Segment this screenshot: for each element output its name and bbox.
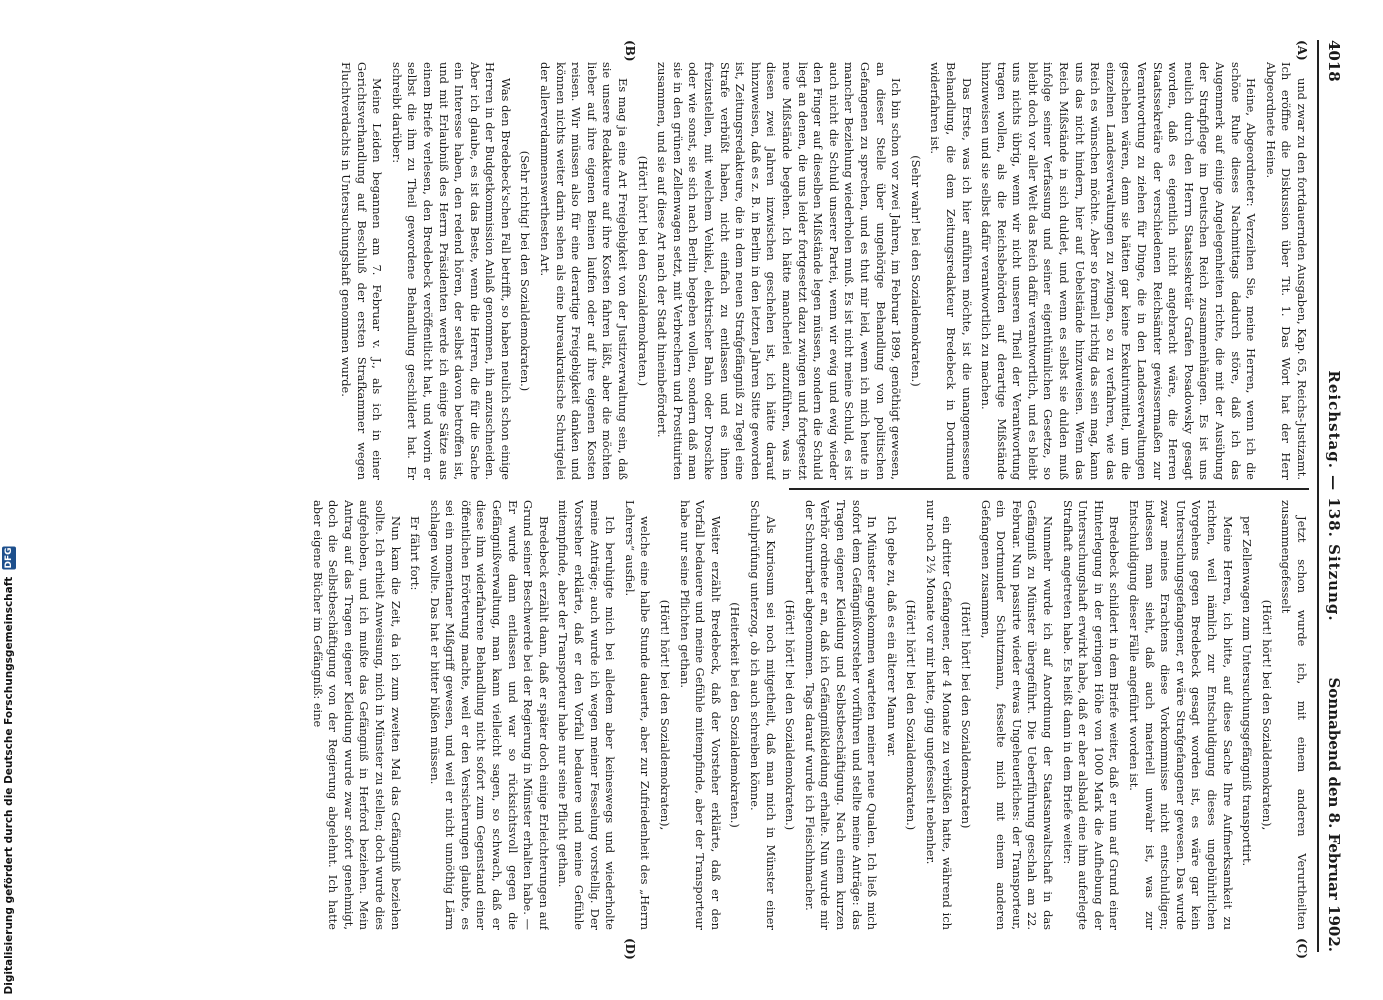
interjection: (Hört! hört! bei den Sozialdemokraten) — [959, 601, 974, 829]
interjection: (Hört! hört! bei den Sozialdemokraten.) — [783, 599, 798, 831]
right-column — [9, 500, 1309, 930]
paragraph: Er fährt fort: — [408, 516, 423, 591]
column-divider — [789, 488, 1309, 490]
quoted-paragraph: Jetzt schon wurde ich, mit einem anderen Verurtheilten zusammengefesselt — [1279, 500, 1309, 930]
margin-marker-a: (A) — [1295, 40, 1309, 61]
quoted-paragraph: Ich beruhigte mich bei alledem aber keineswegs und wiederholte meine Anträge; auch wurde ich wegen meiner Fesselung vorstellig. Der Vorsteher erklärte, daß er den Vorfall bedauere und meine Gefühle mitempfinde, aber der Transporteur habe nur seine Pflicht gethan. — [556, 500, 618, 930]
quoted-paragraph: per Zellenwagen zum Untersuchungsgefängniß transportirt. — [1240, 516, 1255, 867]
dfg-logo-icon: DFG — [4, 546, 14, 568]
paragraph: Weiter erzählt Bredebeck, daß der Vorsteher erklärte, daß er den Vorfall bedauere und meine Gefühle mitempfinde, aber der Transporteur habe nur seine Pflichten gethan. — [677, 500, 723, 930]
page-date: Sonnabend den 8. Februar 1902. — [1325, 677, 1343, 952]
paragraph: Heine, Abgeordneter: Verzeihen Sie, meine Herren, wenn ich die schöne Ruhe dieses Nachmittags dadurch störe, daß ich das Augenmerk auf einige Angelegenheiten richte, die mit der Ausübung der Strafpflege im Deutschen Reich zusammenhängen. Es ist uns neulich durch den Herrn Staatssekretär Grafen Posadowsky gesagt worden, daß es eigentlich nicht angebracht wäre, die Herren Staatssekretäre der verschiedenen Reichsämter gewissermaßen zur Verantwortung zu ziehen für Dinge, die in den Landesverwaltungen geschehen wären, denn sie hätten gar keine Exekutivmittel, um die einzelnen Landesverwaltungen zu zwingen, so zu verfahren, wie das Reich es wünschen möchte. Aber so formell richtig das sein mag, kann uns das nicht hindern, hier auf Uebelstände hinzuweisen. Wenn das Reich Mißstände in sich duldet, und wenn es selbst sie dulden muß infolge seiner Verfassung und seiner eigenthümlichen Gesetze, so bleibt doch vor aller Welt das Reich dafür verantwortlich, und es bleibt uns nichts übrig, wenn wir nicht unseren Theil der Verantwortung tragen wollen, als die Reichsbehörden auf derartige Mißstände hinzuweisen und sie selbst dafür verantwortlich zu machen. — [979, 62, 1259, 480]
interjection: (Heiterkeit bei den Sozialdemokraten.) — [728, 602, 743, 828]
paragraph: Ich gebe zu, daß es ein älterer Mann war. — [884, 516, 899, 758]
interjection: (Sehr wahr! bei den Sozialdemokraten.) — [908, 155, 923, 387]
page-header — [1317, 40, 1345, 952]
interjection: (Hört! hört! bei den Sozialdemokraten), — [1259, 599, 1274, 831]
page-number: 4018 — [1325, 40, 1343, 82]
interjection: (Sehr richtig! bei den Sozialdemokraten.) — [518, 150, 533, 392]
page-title: Reichstag. — 138. Sitzung. — [1325, 370, 1343, 622]
paragraph: Ich bin schon vor zwei Jahren, im Februar 1899, genöthigt gewesen, an dieser Stelle über ungehörige Behandlung von politischen Gefangenen zu sprechen, und es thut mir leid, wenn ich mich heute in mancher Beziehung wiederholen muß. Es ist nicht meine Schuld, es ist auch nicht die Schuld unserer Partei, wenn wir ewig und ewig wieder den Finger auf dieselben Mißstände legen müssen, sondern die Schuld liegt an denen, die uns leider fortgesetzt dazu zwingen und fortgesetzt neue Mißstände begehen. Ich hätte mancherlei anzuführen, was in diesen zwei Jahren inzwischen geschehen ist, ich hätte darauf hinzuweisen, daß es z. B. in Berlin in den letzten Jahren Sitte geworden ist, Zeitungsredakteure, die in dem neuen Strafgefängniß zu Tegel eine Strafe verbüßt haben, nicht einfach zu entlassen und es ihnen freizustellen, mit welchem Vehikel, elektrischer Bahn oder Droschke oder wie sonst, sie sich nach Berlin begeben wollen, sondern daß man sie in den grünen Zellenwagen setzt, mit Verbrechern und Prostituirten zusammen, und sie auf diese Art nach der Stadt hineinbefördert. — [655, 62, 904, 480]
paragraph: Was den Bredebeck'schen Fall betrifft, so haben neulich schon einige Herren in der Budgetkommission Anlaß genommen, ihn anzuschneiden. Aber ich glaube, es ist das Beste, wenn die Herren, die für die Sache ein Interesse haben, den redend hören, der selbst davon betroffen ist, und mit Erlaubniß des Herrn Präsidenten werde ich einige Sätze aus einem Briefe verlesen, den Bredebeck veröffentlicht hat, und worin er selbst die ihm zu Theil gewordene Behandlung geschildert hat. Er schreibt darüber: — [389, 62, 513, 480]
margin-marker-c: (C) — [1295, 938, 1309, 959]
paragraph: Meine Herren, ich bitte, auf diese Sache Ihre Aufmerksamkeit zu richten, weil nämlich zur Entschuldigung dieses ungebührlichen Vorgehens gegen Bredebeck gesagt worden ist, es wäre gar kein Untersuchungsgefangener, er wäre Strafgefangener gewesen. Das wurde zwar meines Erachtens diese Vorkommnisse nicht entschuldigen; indessen man sieht, daß auch materiell unwahr ist, was zur Entschuldigung dieser Fälle angeführt worden ist. — [1127, 500, 1235, 930]
paragraph: Bredebeck erzählt dann, daß er später doch einige Erleichterungen auf Grund seiner Beschwerde bei der Regierung in Münster erhalten habe. — Er wurde dann entlassen und war so rücksichtsvoll gegen die Gefängnißverwaltung, man kann vielleicht sagen, so schwach, daß er diese ihm widerfahrene Behandlung nicht sofort zum Gegenstand einer öffentlichen Erörterung machte, weil er den Versicherungen glaubte, es sei ein momentaner Mißgriff gewesen, und weil er nicht unnöthig Lärm schlagen wollte. Das hat er bitter büßen müssen. — [427, 500, 551, 930]
quoted-paragraph: Nunmehr wurde ich auf Anordnung der Staatsanwaltschaft in das Gefängniß zu Münster übergeführt. Die Ueberführung geschah am 22. Februar. Nun passirte wieder etwas Ungeheuerliches: der Transporteur, ein Dortmunder Schutzmann, fesselte mich mit einem anderen Gefangenen zusammen, — [978, 500, 1056, 930]
quoted-paragraph: Meine Leiden begannen am 7. Februar v. J., als ich in einer Gerichtsverhandlung auf Beschluß der ersten Strafkammer wegen Fluchtverdachts in Untersuchungshaft genommen wurde. — [338, 62, 385, 480]
margin-marker-d: (D) — [623, 938, 637, 960]
paragraph: Es mag ja eine Art Freigebigkeit von der Justizverwaltung sein, daß sie unsere Redakteure auf ihre Kosten fahren läßt, aber die möchten lieber auf ihre eigenen Beinen laufen oder auf ihre eigenen Kosten reisen. Wir müssen also für eine derartige Freigebigkeit danken und können nichts weiter darin sehen als eine bureaukratische Schurigelei der allerverdammenswerthesten Art. — [538, 62, 631, 480]
interjection: (Hört! hört! bei den Sozialdemokraten), — [658, 599, 673, 831]
left-column — [9, 62, 1309, 480]
quoted-paragraph: ein dritter Gefangener, der 4 Monate zu verbüßen hatte, während ich nur noch 2½ Monate vor mir hatte, ging ungefesselt nebenher. — [923, 500, 954, 930]
quoted-paragraph: Als Kuriosum sei noch mitgetheilt, daß man mich in Münster einer Schulprüfung unterzog, ob ich auch schreiben könne. — [748, 500, 778, 930]
margin-marker-b: (B) — [623, 40, 637, 62]
quoted-paragraph: In Münster angekommen warteten meiner neue Qualen. Ich ließ mich sofort dem Gefängnißvorsteher vorführen und stellte meine Anträge: das Tragen eigener Kleidung und Selbstbeschäftigung. Nach einem kurzen Verhör ordnete er an, daß ich Gefängnißkleidung erhalte. Nun wurde mir der Schnurrbart abgenommen. Tags darauf wurde ich Fleischhmacher. — [802, 500, 880, 930]
quoted-paragraph: welche eine halbe Stunde dauerte, aber zur Zufriedenheit des „Herrn Lehrers“ ausfiel. — [622, 500, 653, 930]
interjection: (Hört! hört! bei den Sozialdemokraten.) — [904, 599, 919, 831]
paragraph: Das Erste, was ich hier anführen möchte, ist die unangemessene Behandlung, die dem Zeitungsredakteur Bredebeck in Dortmund widerfahren ist. — [928, 62, 974, 480]
paragraph: und zwar zu den fortdauernden Ausgaben, Kap. 65, Reichs-Justizamt. Ich eröffne die Diskussion über Tit. 1. Das Wort hat der Herr Abgeordnete Heine. — [1263, 62, 1309, 480]
quoted-paragraph: Nun kam die Zeit, da ich zum zweiten Mal das Gefängniß beziehen sollte. Ich erhielt Anweisung, mich in Münster zu stellen; doch wurde dies aufgehoben, und ich mußte das Gefängniß in Herford beziehen. Mein Antrag auf das Tragen eigener Kleidung wurde zwar sofort genehmigt, doch die Selbstbeschäftigung von der Regierung abgelehnt. Ich hatte aber eigene Bücher im Gefängniß: eine — [310, 500, 403, 930]
digitization-credit — [2, 546, 16, 994]
credit-text: Digitalisierung gefördert durch die Deutsche Forschungsgemeinschaft — [3, 576, 15, 994]
paragraph: Bredebeck schildert in dem Briefe weiter, daß er nun auf Grund einer Hinterlegung in der geringen Höhe von 1000 Mark die Aufhebung der Untersuchungshaft erwirkt habe, daß er aber alsbald eine ihm auferlegte Strafhaft angetreten habe. Es heißt dann in dem Briefe weiter: — [1060, 500, 1122, 930]
interjection: (Hört! hört! bei den Sozialdemokraten.) — [635, 155, 650, 387]
